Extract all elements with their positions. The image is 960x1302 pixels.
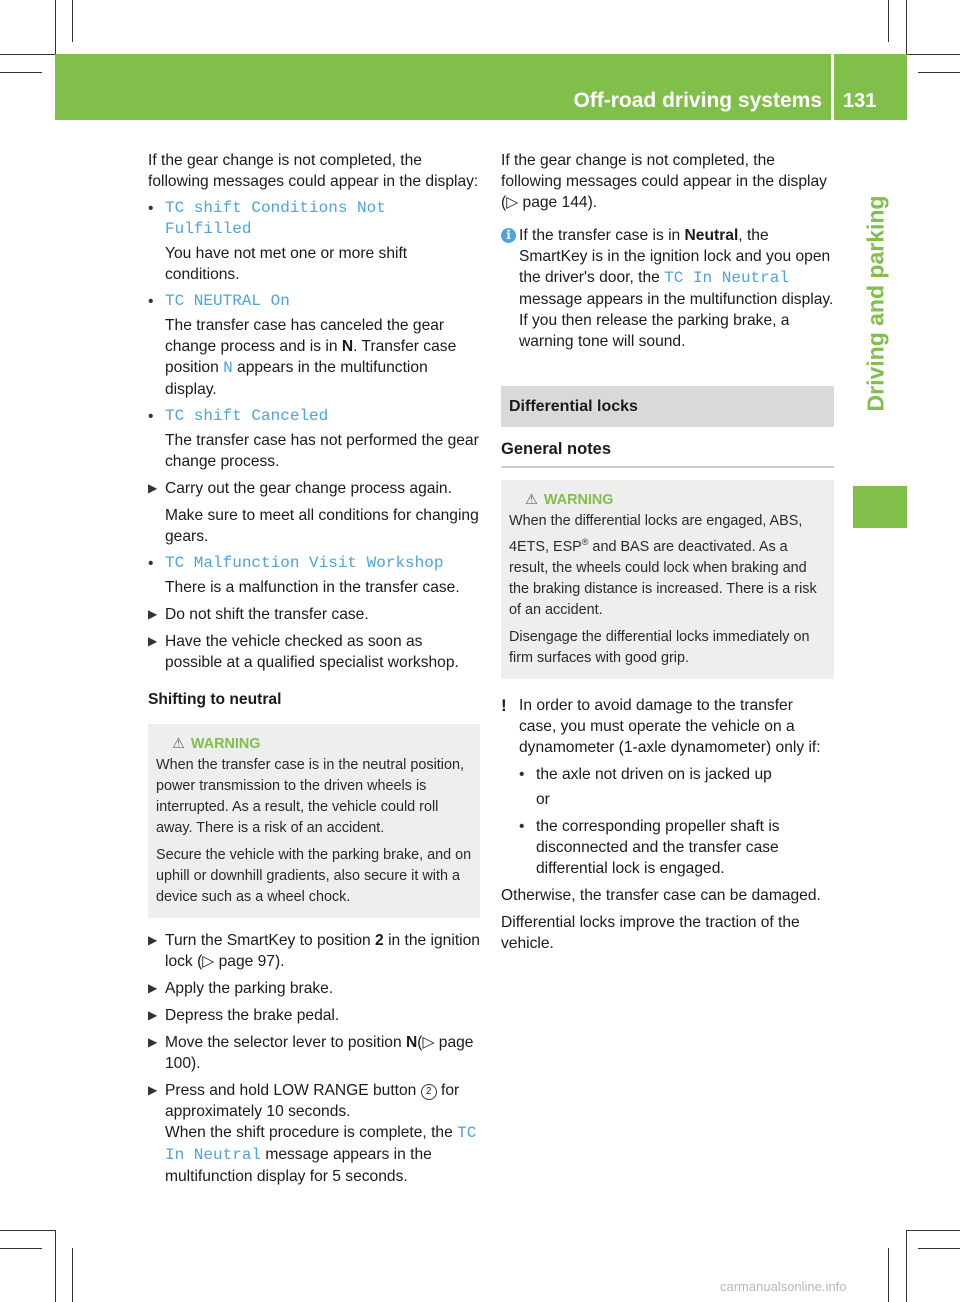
subheading: Shifting to neutral xyxy=(148,691,282,708)
info-icon-wrap xyxy=(501,225,522,246)
paragraph: Disengage the differential locks immediately on firm surfaces with good grip. xyxy=(509,628,810,666)
side-tab-marker xyxy=(853,486,907,528)
crop-mark xyxy=(0,54,56,55)
side-tab xyxy=(845,120,907,486)
warning-title xyxy=(525,490,826,511)
left-column xyxy=(148,150,480,1187)
display-message-inline: N xyxy=(223,359,233,377)
list-item xyxy=(148,291,480,400)
watermark: carmanualsonline.info xyxy=(720,1279,847,1294)
header-separator xyxy=(831,54,834,120)
bullet-icon: • xyxy=(519,817,525,835)
crop-mark xyxy=(918,1248,960,1249)
callout-number: 2 xyxy=(421,1084,437,1100)
list-item xyxy=(148,198,480,285)
display-message-inline: TC In Neutral xyxy=(165,1124,477,1164)
step-arrow-icon: ▶ xyxy=(148,933,158,947)
display-message-inline: TC In Neutral xyxy=(664,269,789,287)
page-reference[interactable]: page 97 xyxy=(218,953,275,970)
step-text: Apply the parking brake. xyxy=(165,980,334,997)
info-icon: i xyxy=(501,228,516,243)
crop-mark xyxy=(906,0,907,56)
page-ref-icon: ▷ xyxy=(422,1034,439,1051)
registered-mark: ® xyxy=(581,537,589,547)
step-arrow-icon: ▶ xyxy=(148,481,158,495)
crop-mark xyxy=(0,1230,56,1231)
crop-mark xyxy=(0,72,42,73)
display-message: TC shift Conditions Not Fulfilled xyxy=(165,199,386,238)
text: ). xyxy=(274,953,285,970)
step-text xyxy=(165,1032,480,1074)
step-text: Carry out the gear change process again. xyxy=(165,480,452,497)
step-item xyxy=(148,978,480,999)
bullet-icon: • xyxy=(148,555,154,572)
text: , the SmartKey is in the ignition lock and you open the driver's door, the xyxy=(519,227,831,286)
step-item xyxy=(148,1032,480,1074)
text: message appears in the multifunction display for 5 seconds. xyxy=(165,1146,432,1185)
bold-text: N xyxy=(405,1034,418,1051)
bullet-icon: • xyxy=(148,293,154,310)
step-item xyxy=(148,631,480,673)
paragraph xyxy=(165,1122,480,1187)
step-item xyxy=(148,930,480,972)
text: If the gear change is not completed, the following messages could appear in the display ( xyxy=(501,152,827,211)
paragraph: In order to avoid damage to the transfer case, you must operate the vehicle on a dynamometer (1-axle dynamometer) only if: xyxy=(519,696,821,756)
step-arrow-icon: ▶ xyxy=(148,1008,158,1022)
text: When the differential locks are engaged, ABS, 4ETS, ESP xyxy=(509,513,803,555)
text: and BAS are deactivated. As a result, the wheels could lock when braking and the braking distance is increased. There is a risk of an accident. xyxy=(509,538,817,618)
list-text: the corresponding propeller shaft is disconnected and the transfer case differential lock is engaged. xyxy=(536,817,780,877)
step-item xyxy=(148,1080,480,1187)
crop-mark xyxy=(906,54,960,55)
step-arrow-icon: ▶ xyxy=(148,634,158,648)
section-heading: General notes xyxy=(501,439,834,468)
text: Press and hold LOW RANGE button xyxy=(165,1082,421,1099)
crop-mark xyxy=(55,1230,56,1302)
text: Turn the SmartKey to position xyxy=(165,932,376,949)
bullet-icon: • xyxy=(148,408,154,425)
crop-mark xyxy=(888,1248,889,1302)
warning-icon: ⚠ xyxy=(525,492,538,508)
exclamation-icon: ! xyxy=(501,695,507,715)
crop-mark xyxy=(888,0,889,42)
paragraph: If the gear change is not completed, the following messages could appear in the display: xyxy=(148,152,479,190)
bold-text: N xyxy=(341,338,354,355)
text: When the shift procedure is complete, the xyxy=(165,1124,458,1141)
display-message: TC shift Canceled xyxy=(165,407,329,425)
step-arrow-icon: ▶ xyxy=(148,1083,158,1097)
crop-mark xyxy=(72,0,73,42)
text: ). xyxy=(587,194,598,211)
list-text: the axle not driven on is jacked up xyxy=(536,765,772,783)
page-header-title: Off-road driving systems xyxy=(573,89,822,112)
paragraph: Differential locks improve the traction of the vehicle. xyxy=(501,913,800,952)
paragraph: The transfer case has not performed the gear change process. xyxy=(165,432,479,470)
step-text: Do not shift the transfer case. xyxy=(165,606,369,623)
right-column xyxy=(501,150,834,954)
section-heading-box: Differential locks xyxy=(501,386,834,427)
crop-mark xyxy=(918,72,960,73)
paragraph xyxy=(509,511,826,621)
warning-box xyxy=(148,724,480,918)
list-item xyxy=(148,553,480,598)
text: If the transfer case is in xyxy=(519,227,685,244)
step-item xyxy=(148,1005,480,1026)
notice xyxy=(501,695,834,879)
crop-mark xyxy=(906,1230,907,1302)
warning-box xyxy=(501,480,834,679)
paragraph: Secure the vehicle with the parking brake, and on uphill or downhill gradients, also secure it with a device such as a wheel chock. xyxy=(156,847,472,905)
display-message: TC NEUTRAL On xyxy=(165,292,290,310)
crop-mark xyxy=(0,1248,42,1249)
bold-text: Neutral xyxy=(684,227,739,244)
step-arrow-icon: ▶ xyxy=(148,607,158,621)
info-note xyxy=(501,225,834,352)
paragraph: There is a malfunction in the transfer case. xyxy=(165,579,460,596)
step-text xyxy=(165,930,480,972)
text: for approximately 10 seconds. xyxy=(165,1082,460,1120)
paragraph: Otherwise, the transfer case can be damaged. xyxy=(501,886,821,904)
step-text xyxy=(165,1080,480,1122)
step-arrow-icon: ▶ xyxy=(148,1035,158,1049)
text: ( xyxy=(417,1034,423,1051)
crop-mark xyxy=(72,1248,73,1302)
step-item xyxy=(148,478,480,547)
bullet-icon: • xyxy=(519,765,525,783)
paragraph: You have not met one or more shift conditions. xyxy=(165,245,408,283)
warning-label: WARNING xyxy=(190,736,261,752)
step-item xyxy=(148,604,480,625)
text: appears in the multifunction display. xyxy=(165,359,428,398)
bold-text: 2 xyxy=(375,932,384,949)
crop-mark xyxy=(55,0,56,56)
list-item xyxy=(148,406,480,472)
bullet-icon: • xyxy=(148,200,154,217)
text: The transfer case has canceled the gear change process and is in xyxy=(165,317,445,355)
warning-label: WARNING xyxy=(543,492,614,508)
list-item xyxy=(519,816,834,879)
page-reference[interactable]: page 100 xyxy=(165,1034,474,1072)
text: message appears in the multifunction display. If you then release the parking brake, a warning tone will sound. xyxy=(519,291,834,350)
step-arrow-icon: ▶ xyxy=(148,981,158,995)
page-ref-icon: ▷ xyxy=(506,194,523,211)
text: ). xyxy=(191,1055,201,1072)
paragraph xyxy=(501,150,834,213)
crop-mark xyxy=(906,1230,960,1231)
page-reference[interactable]: page 144 xyxy=(522,194,588,211)
list-item xyxy=(519,764,834,785)
page-ref-icon: ▷ xyxy=(202,953,219,970)
display-message: TC Malfunction Visit Workshop xyxy=(165,554,444,572)
paragraph xyxy=(519,225,834,352)
page-number: 131 xyxy=(843,90,877,112)
step-text: Depress the brake pedal. xyxy=(165,1007,340,1024)
text: . Transfer case position xyxy=(165,338,457,376)
paragraph: Make sure to meet all conditions for changing gears. xyxy=(165,507,479,545)
side-tab-label: Driving and parking xyxy=(862,195,889,411)
warning-title xyxy=(172,734,472,755)
step-text: Have the vehicle checked as soon as possible at a qualified specialist workshop. xyxy=(165,633,459,671)
paragraph: When the transfer case is in the neutral position, power transmission to the driven wheels is interrupted. As a result, the vehicle could roll away. There is a risk of an accident. xyxy=(156,757,464,836)
text: Move the selector lever to position xyxy=(165,1034,406,1051)
warning-icon: ⚠ xyxy=(172,736,185,752)
paragraph: or xyxy=(536,790,550,808)
paragraph xyxy=(165,315,480,400)
text: in the ignition lock ( xyxy=(165,932,480,970)
